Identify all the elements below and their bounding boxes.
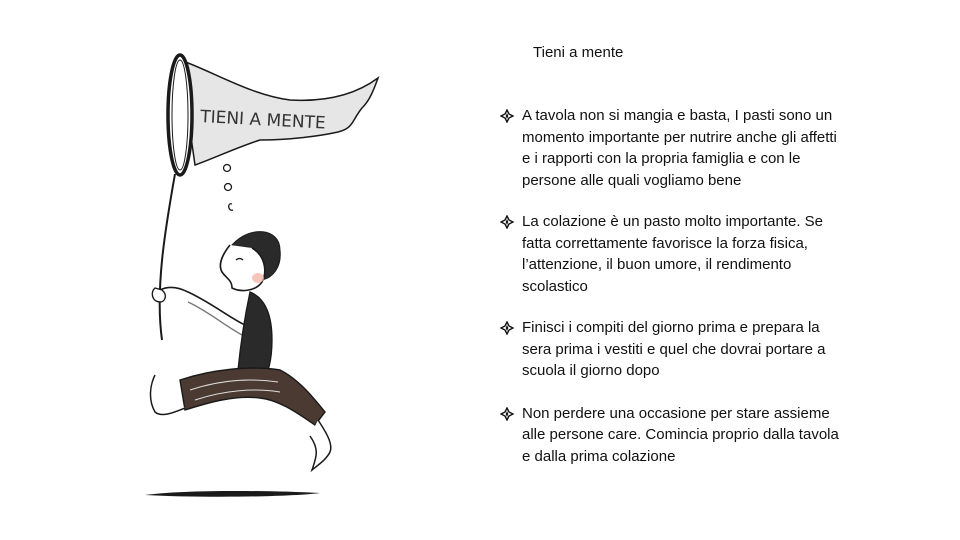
bullet-text: La colazione è un pasto molto importante. Se fatta correttamente favorisce la forza fisica, l’attenzione, il buon umore, il rendimento scolastico [522, 213, 824, 295]
bullet-item [500, 105, 840, 191]
net-lettering: TIENI A MENTE [199, 107, 327, 134]
diamond-bullet-icon [500, 109, 514, 123]
bullet-text: A tavola non si mangia e basta, I pasti sono un momento importante per nutrire anche gli affetti e i rapporti con la propria famiglia e con le persone alle quali vogliamo bene [522, 107, 837, 189]
bullet-item [500, 403, 840, 468]
ground-shadow [145, 491, 320, 497]
diamond-bullet-icon [500, 321, 514, 335]
slide-title: Tieni a mente [533, 44, 624, 61]
bullet-item [500, 317, 840, 382]
bullet-text: Finisci i compiti del giorno prima e prepara la sera prima i vestiti e quel che dovrai portare a scuola il giorno dopo [522, 319, 826, 379]
face [220, 245, 264, 290]
bullet-list [500, 105, 840, 467]
girl-with-butterfly-net-illustration [140, 40, 390, 510]
diamond-bullet-icon [500, 407, 514, 421]
bullet-item [500, 211, 840, 297]
diamond-bullet-icon [500, 215, 514, 229]
bullet-text: Non perdere una occasione per stare assieme alle persone care. Comincia proprio dalla tavola e dalla prima colazione [522, 404, 839, 465]
